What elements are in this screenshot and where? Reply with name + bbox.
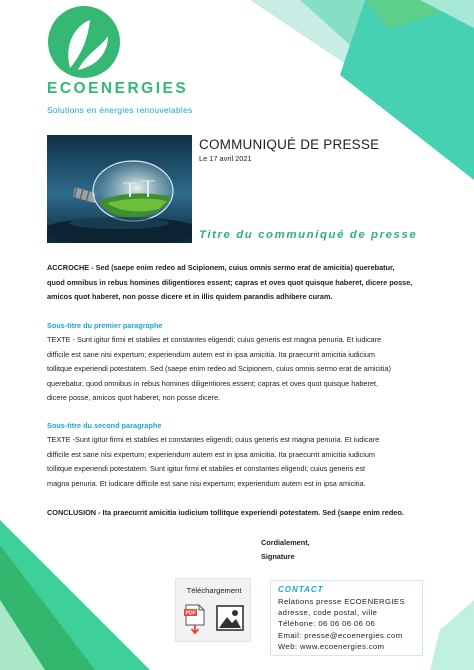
contact-website[interactable]: Web: www.ecoenergies.com [278,641,385,651]
intro-line: Sed (saepe enim redeo ad Scipionem, cuius omnis sermo erat de amicitia) querebatur, [95,263,395,272]
contact-box [270,580,423,656]
paragraph-line: magna penuria. Et iudicare difficile est sane nisi expertum; experiendum autem est in ipsa amicitia. [47,478,366,488]
intro-line: amicos quot haberet, non posse dicere et in illis quidem parandis adhibere curam. [47,292,333,301]
pdf-badge-text: PDF [185,610,196,617]
paragraph-line: difficile est sane nisi expertum; experiendum autem est in ipsa amicitia. Ita praecurrit amicitia iudicium [47,449,375,459]
subtitle-second: Sous-titre du second paragraphe [47,421,162,430]
subtitle-first: Sous-titre du premier paragraphe [47,321,163,330]
press-release-date: Le 17 avril 2021 [199,154,252,163]
paragraph-line: Sunt igitur firmi et stabiles et constantes eligendi; cuius generis est magna penuria. Et iudicare [74,435,380,444]
conclusion-label: CONCLUSION - [47,508,103,517]
intro-label: ACCROCHE - [47,263,96,272]
first-paragraph [47,333,419,406]
paragraph-line: tollitque experiendi potestatem. Sunt igitur firmi et stabiles et constantes eligendi; cuius generis est [47,464,365,473]
download-panel [175,578,251,642]
contact-phone: Téléhone: 06 06 06 06 06 [278,619,376,629]
image-file-icon[interactable] [216,605,244,631]
release-title: Titre du communiqué de presse [199,229,418,241]
second-paragraph [47,433,419,491]
leaf-logo-icon [48,6,120,78]
conclusion-text: Ita praecurrit amicitia iudicium tollitque experiendi potestatem. Sed (saepe enim redeo. [102,508,404,517]
paragraph-line: difficile est sane nisi expertum; experiendum autem est in ipsa amicitia. Ita praecurrit amicitia iudicium [47,349,375,359]
paragraph-line: tollitque experiendi potestatem. Sed (saepe enim redeo ad Scipionem, cuius omnis sermo erat de amicitia) [47,364,391,373]
paragraph-label: TEXTE - [47,335,77,344]
closing-text: Cordialement, [261,538,310,547]
logo [48,6,120,78]
paragraph-line: querebatur, quod omnibus in rebus homines diligentiores essent; capras et oves quot quisque haberet, [47,378,379,388]
intro-line: quod omnibus in rebus homines diligentiores essent; capras et oves quot quisque haberet, dicere posse, [47,277,413,287]
contact-company: Relations presse ECOENERGIES [278,597,405,606]
paragraph-label: TEXTE - [47,435,75,444]
lightbulb-landscape-image [47,135,192,243]
conclusion-paragraph [47,506,419,521]
signature-text: Signature [261,552,295,561]
press-release-heading: COMMUNIQUÉ DE PRESSE [199,137,380,152]
contact-heading: CONTACT [278,585,324,594]
brand-name: ECOENERGIES [47,80,189,97]
pdf-file-icon[interactable] [184,603,206,635]
paragraph-line: Sunt igitur firmi et stabiles et constantes eligendi; cuius generis est magna penuria. Et iudicare [77,335,382,344]
contact-address: adresse, code postal, ville [278,608,378,618]
brand-tagline: Solutions en énergies renouvelables [47,105,193,115]
intro-paragraph [47,261,419,305]
paragraph-line: dicere posse, amicos quot haberet, non posse dicere. [47,393,221,402]
download-title: Téléchargement [186,586,242,595]
contact-email[interactable]: Email: presse@ecoenergies.com [278,630,403,640]
